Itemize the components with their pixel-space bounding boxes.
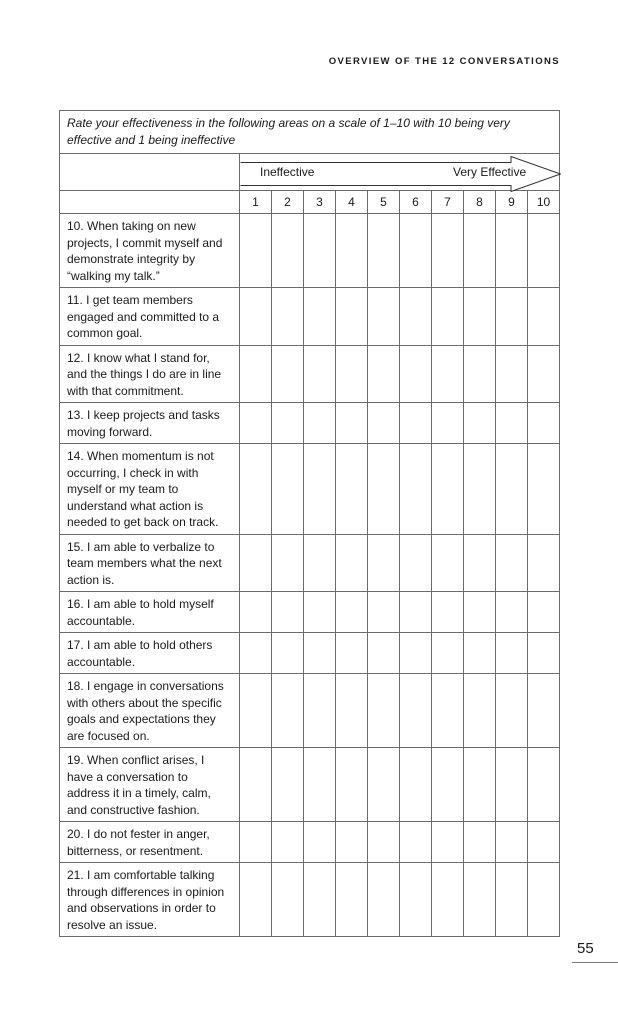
rating-cell[interactable] <box>464 403 496 444</box>
rating-cell[interactable] <box>432 592 464 633</box>
scale-number: 8 <box>464 191 496 214</box>
rating-cell[interactable] <box>240 633 272 674</box>
statement-text: 21. I am comfortable talking through differences in opinion and observations in order to resolve an issue. <box>60 863 240 937</box>
page-number: 55 <box>577 940 594 957</box>
statement-row <box>60 345 560 403</box>
rating-cell[interactable] <box>272 633 304 674</box>
rating-cell[interactable] <box>464 674 496 748</box>
rating-cell[interactable] <box>304 674 336 748</box>
rating-cell[interactable] <box>272 444 304 535</box>
rating-cell[interactable] <box>400 863 432 937</box>
rating-cell[interactable] <box>400 444 432 535</box>
rating-cell[interactable] <box>432 674 464 748</box>
rating-cell[interactable] <box>336 444 368 535</box>
rating-cell[interactable] <box>272 863 304 937</box>
scale-number: 2 <box>272 191 304 214</box>
rating-cell[interactable] <box>528 444 560 535</box>
statement-row <box>60 863 560 937</box>
statement-text: 13. I keep projects and tasks moving forward. <box>60 403 240 444</box>
scale-number: 3 <box>304 191 336 214</box>
rating-cell[interactable] <box>400 403 432 444</box>
rating-cell[interactable] <box>272 403 304 444</box>
statement-text: 19. When conflict arises, I have a conversation to address it in a timely, calm, and constructive fashion. <box>60 748 240 822</box>
rating-cell[interactable] <box>496 345 528 403</box>
rating-cell[interactable] <box>464 822 496 863</box>
rating-cell[interactable] <box>336 288 368 346</box>
rating-cell[interactable] <box>400 633 432 674</box>
rating-cell[interactable] <box>240 403 272 444</box>
rating-cell[interactable] <box>272 534 304 592</box>
rating-cell[interactable] <box>240 748 272 822</box>
rating-cell[interactable] <box>496 214 528 288</box>
rating-cell[interactable] <box>336 633 368 674</box>
rating-cell[interactable] <box>464 748 496 822</box>
scale-number: 4 <box>336 191 368 214</box>
statement-text: 14. When momentum is not occurring, I check in with myself or my team to understand what action is needed to get back on track. <box>60 444 240 535</box>
statement-row <box>60 403 560 444</box>
statement-text: 12. I know what I stand for, and the things I do are in line with that commitment. <box>60 345 240 403</box>
rating-cell[interactable] <box>528 822 560 863</box>
rating-cell[interactable] <box>368 403 400 444</box>
rating-cell[interactable] <box>240 444 272 535</box>
running-header: OVERVIEW OF THE 12 CONVERSATIONS <box>328 56 560 67</box>
scale-low-label: Ineffective <box>260 165 315 179</box>
rating-cell[interactable] <box>528 345 560 403</box>
rating-cell[interactable] <box>432 822 464 863</box>
rating-cell[interactable] <box>336 674 368 748</box>
rating-cell[interactable] <box>368 674 400 748</box>
rating-cell[interactable] <box>464 214 496 288</box>
rating-cell[interactable] <box>304 592 336 633</box>
statement-row <box>60 674 560 748</box>
statement-row <box>60 822 560 863</box>
rating-cell[interactable] <box>240 345 272 403</box>
rating-cell[interactable] <box>528 534 560 592</box>
rating-cell[interactable] <box>400 822 432 863</box>
rating-cell[interactable] <box>272 592 304 633</box>
rating-cell[interactable] <box>432 534 464 592</box>
instruction-row <box>60 111 560 154</box>
page-number-rule <box>572 962 618 963</box>
statement-row <box>60 444 560 535</box>
rating-cell[interactable] <box>496 863 528 937</box>
statement-row <box>60 748 560 822</box>
rating-cell[interactable] <box>272 345 304 403</box>
rating-cell[interactable] <box>496 403 528 444</box>
statement-text: 17. I am able to hold others accountable. <box>60 633 240 674</box>
rating-cell[interactable] <box>336 403 368 444</box>
rating-cell[interactable] <box>304 214 336 288</box>
rating-cell[interactable] <box>272 822 304 863</box>
scale-number-row <box>60 191 560 214</box>
statement-row <box>60 633 560 674</box>
rating-cell[interactable] <box>400 534 432 592</box>
rating-cell[interactable] <box>464 592 496 633</box>
rating-cell[interactable] <box>496 748 528 822</box>
statement-text: 18. I engage in conversations with others about the specific goals and expectations they are focused on. <box>60 674 240 748</box>
statement-row <box>60 592 560 633</box>
rating-cell[interactable] <box>304 534 336 592</box>
rating-cell[interactable] <box>400 345 432 403</box>
rating-cell[interactable] <box>496 674 528 748</box>
rating-cell[interactable] <box>432 748 464 822</box>
rating-cell[interactable] <box>272 748 304 822</box>
rating-cell[interactable] <box>272 288 304 346</box>
rating-cell[interactable] <box>496 534 528 592</box>
scale-arrow-cell <box>240 154 560 191</box>
statement-text: 20. I do not fester in anger, bitterness, or resentment. <box>60 822 240 863</box>
rating-cell[interactable] <box>432 863 464 937</box>
rating-cell[interactable] <box>528 592 560 633</box>
rating-cell[interactable] <box>304 403 336 444</box>
rating-cell[interactable] <box>368 748 400 822</box>
rating-cell[interactable] <box>336 748 368 822</box>
statement-text: 10. When taking on new projects, I commit myself and demonstrate integrity by “walking my talk.” <box>60 214 240 288</box>
rating-cell[interactable] <box>304 748 336 822</box>
rating-cell[interactable] <box>304 345 336 403</box>
rating-cell[interactable] <box>496 592 528 633</box>
rating-cell[interactable] <box>304 633 336 674</box>
rating-cell[interactable] <box>400 214 432 288</box>
statement-row <box>60 214 560 288</box>
rating-cell[interactable] <box>432 288 464 346</box>
blank-cell <box>60 154 240 191</box>
rating-cell[interactable] <box>336 863 368 937</box>
rating-cell[interactable] <box>464 345 496 403</box>
statement-row <box>60 288 560 346</box>
rating-cell[interactable] <box>432 444 464 535</box>
rating-cell[interactable] <box>528 288 560 346</box>
rating-cell[interactable] <box>240 288 272 346</box>
rating-cell[interactable] <box>464 444 496 535</box>
rating-cell[interactable] <box>368 863 400 937</box>
rating-cell[interactable] <box>272 214 304 288</box>
rating-cell[interactable] <box>336 592 368 633</box>
rating-cell[interactable] <box>528 633 560 674</box>
blank-cell <box>60 191 240 214</box>
rating-cell[interactable] <box>240 534 272 592</box>
rating-cell[interactable] <box>496 444 528 535</box>
rating-cell[interactable] <box>240 674 272 748</box>
scale-number: 5 <box>368 191 400 214</box>
rating-cell[interactable] <box>240 214 272 288</box>
scale-number: 6 <box>400 191 432 214</box>
rating-cell[interactable] <box>368 214 400 288</box>
rating-cell[interactable] <box>304 822 336 863</box>
scale-number: 9 <box>496 191 528 214</box>
rating-cell[interactable] <box>528 863 560 937</box>
rating-cell[interactable] <box>336 345 368 403</box>
rating-cell[interactable] <box>368 592 400 633</box>
rating-cell[interactable] <box>400 592 432 633</box>
rating-cell[interactable] <box>304 444 336 535</box>
rating-cell[interactable] <box>368 345 400 403</box>
rating-cell[interactable] <box>496 633 528 674</box>
rating-cell[interactable] <box>464 534 496 592</box>
rating-cell[interactable] <box>496 288 528 346</box>
rating-cell[interactable] <box>368 822 400 863</box>
scale-number: 1 <box>240 191 272 214</box>
rating-cell[interactable] <box>272 674 304 748</box>
rating-cell[interactable] <box>240 822 272 863</box>
instruction-text: Rate your effectiveness in the following areas on a scale of 1–10 with 10 being very effective and 1 being ineffective <box>60 111 560 154</box>
rating-cell[interactable] <box>368 633 400 674</box>
rating-cell[interactable] <box>464 633 496 674</box>
rating-cell[interactable] <box>464 863 496 937</box>
scale-number: 10 <box>528 191 560 214</box>
statement-text: 11. I get team members engaged and committed to a common goal. <box>60 288 240 346</box>
rating-cell[interactable] <box>528 748 560 822</box>
statement-text: 15. I am able to verbalize to team members what the next action is. <box>60 534 240 592</box>
rating-cell[interactable] <box>336 822 368 863</box>
scale-number: 7 <box>432 191 464 214</box>
rating-cell[interactable] <box>400 748 432 822</box>
scale-high-label: Very Effective <box>453 165 527 179</box>
rating-cell[interactable] <box>432 345 464 403</box>
rating-cell[interactable] <box>464 288 496 346</box>
statement-row <box>60 534 560 592</box>
rating-cell[interactable] <box>368 444 400 535</box>
rating-cell[interactable] <box>368 534 400 592</box>
rating-cell[interactable] <box>304 288 336 346</box>
rating-cell[interactable] <box>528 214 560 288</box>
rating-cell[interactable] <box>400 674 432 748</box>
rating-cell[interactable] <box>304 863 336 937</box>
rating-cell[interactable] <box>432 403 464 444</box>
scale-row <box>60 154 560 191</box>
statement-text: 16. I am able to hold myself accountable. <box>60 592 240 633</box>
rating-cell[interactable] <box>240 592 272 633</box>
rating-cell[interactable] <box>368 288 400 346</box>
rating-cell[interactable] <box>240 863 272 937</box>
rating-cell[interactable] <box>528 674 560 748</box>
rating-cell[interactable] <box>336 534 368 592</box>
rating-cell[interactable] <box>432 214 464 288</box>
rating-cell[interactable] <box>336 214 368 288</box>
rating-cell[interactable] <box>496 822 528 863</box>
rating-cell[interactable] <box>432 633 464 674</box>
rating-cell[interactable] <box>400 288 432 346</box>
rating-table <box>59 110 560 937</box>
rating-cell[interactable] <box>528 403 560 444</box>
